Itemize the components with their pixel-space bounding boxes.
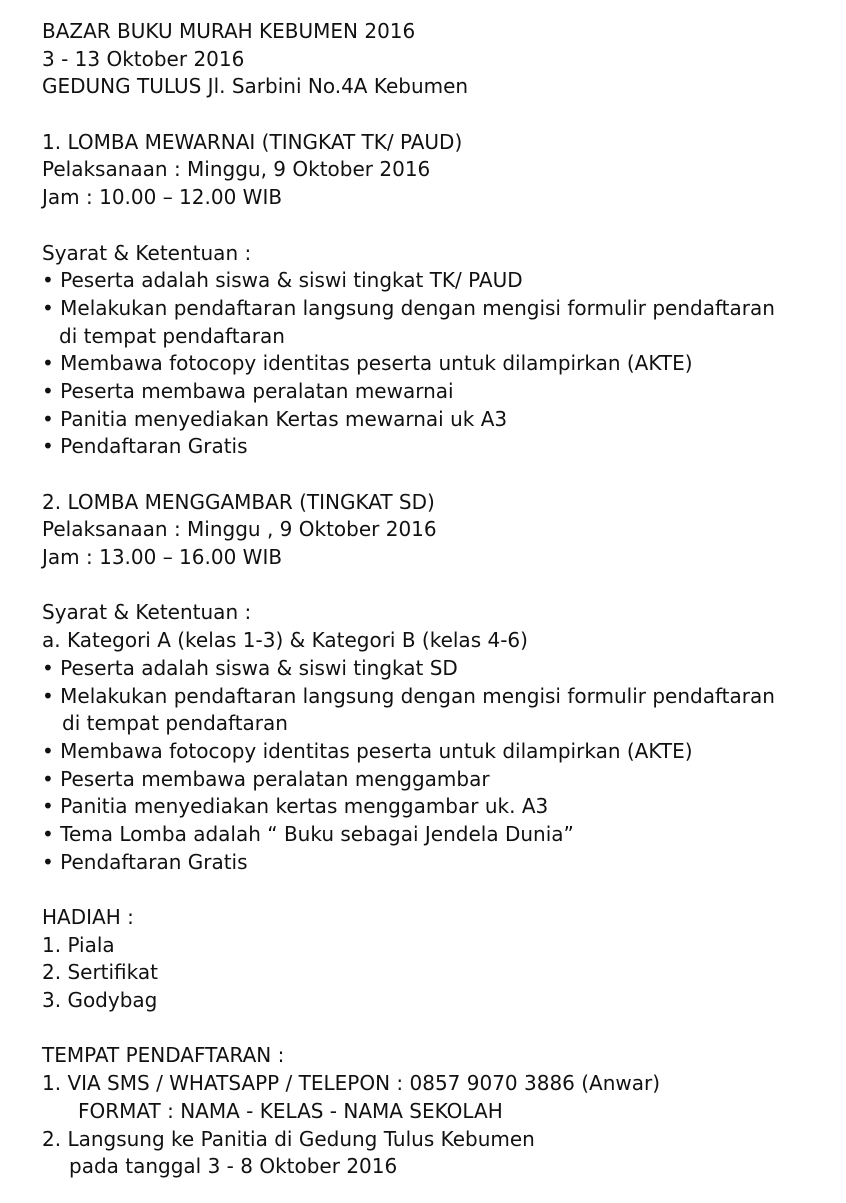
list-item: • Melakukan pendaftaran langsung dengan mengisi formulir pendaftaran (42, 683, 775, 708)
terms-heading: Syarat & Ketentuan : (42, 600, 252, 625)
section-schedule: Pelaksanaan : Minggu, 9 Oktober 2016 (42, 157, 431, 182)
list-item: • Panitia menyediakan Kertas mewarnai uk A3 (42, 406, 508, 431)
registration-heading: TEMPAT PENDAFTARAN : (42, 1043, 285, 1068)
announcement-document (42, 18, 836, 1181)
prize-item: 3. Godybag (42, 988, 158, 1013)
list-item: • Peserta membawa peralatan mewarnai (42, 378, 454, 403)
list-item-continuation: di tempat pendaftaran (59, 323, 285, 348)
terms-heading: Syarat & Ketentuan : (42, 240, 252, 265)
event-title: BAZAR BUKU MURAH KEBUMEN 2016 (42, 19, 416, 43)
list-item: • Pendaftaran Gratis (42, 849, 248, 874)
section-time: Jam : 10.00 – 12.00 WIB (42, 185, 283, 210)
list-item: • Peserta adalah siswa & siswi tingkat SD (42, 655, 458, 680)
registration-dates: pada tanggal 3 - 8 Oktober 2016 (69, 1154, 398, 1179)
list-item: • Membawa fotocopy identitas peserta untuk dilampirkan (AKTE) (42, 351, 693, 376)
event-dates: 3 - 13 Oktober 2016 (42, 46, 245, 71)
registration-format: FORMAT : NAMA - KELAS - NAMA SEKOLAH (78, 1098, 503, 1123)
list-item: • Peserta adalah siswa & siswi tingkat TK/ PAUD (42, 268, 523, 293)
spacer (42, 101, 836, 129)
section-coloring-contest (42, 129, 836, 461)
list-item: • Pendaftaran Gratis (42, 434, 248, 459)
spacer (42, 876, 836, 904)
spacer (42, 461, 836, 489)
prize-item: 2. Sertifikat (42, 960, 158, 985)
section-drawing-contest (42, 489, 836, 877)
list-item: • Panitia menyediakan kertas menggambar uk. A3 (42, 794, 549, 819)
prize-item: 1. Piala (42, 932, 115, 957)
header-block (42, 18, 836, 101)
spacer (42, 212, 836, 240)
section-title: 2. LOMBA MENGGAMBAR (TINGKAT SD) (42, 489, 435, 514)
registration-contact: 1. VIA SMS / WHATSAPP / TELEPON : 0857 9070 3886 (Anwar) (42, 1071, 661, 1096)
event-venue: GEDUNG TULUS Jl. Sarbini No.4A Kebumen (42, 74, 469, 99)
section-title: 1. LOMBA MEWARNAI (TINGKAT TK/ PAUD) (42, 129, 463, 154)
section-schedule: Pelaksanaan : Minggu , 9 Oktober 2016 (42, 517, 437, 542)
registration-onsite: 2. Langsung ke Panitia di Gedung Tulus Kebumen (42, 1126, 535, 1151)
section-time: Jam : 13.00 – 16.00 WIB (42, 545, 283, 570)
list-item: • Peserta membawa peralatan menggambar (42, 766, 490, 791)
prizes-section (42, 904, 836, 1015)
list-item-continuation: di tempat pendaftaran (62, 711, 288, 736)
list-item: • Membawa fotocopy identitas peserta untuk dilampirkan (AKTE) (42, 738, 693, 763)
spacer (42, 572, 836, 600)
list-item: • Tema Lomba adalah “ Buku sebagai Jendela Dunia” (42, 821, 574, 846)
prizes-heading: HADIAH : (42, 905, 134, 929)
category-line: a. Kategori A (kelas 1-3) & Kategori B (kelas 4-6) (42, 628, 528, 653)
spacer (42, 1015, 836, 1043)
registration-section (42, 1042, 836, 1180)
list-item: • Melakukan pendaftaran langsung dengan mengisi formulir pendaftaran (42, 295, 775, 320)
